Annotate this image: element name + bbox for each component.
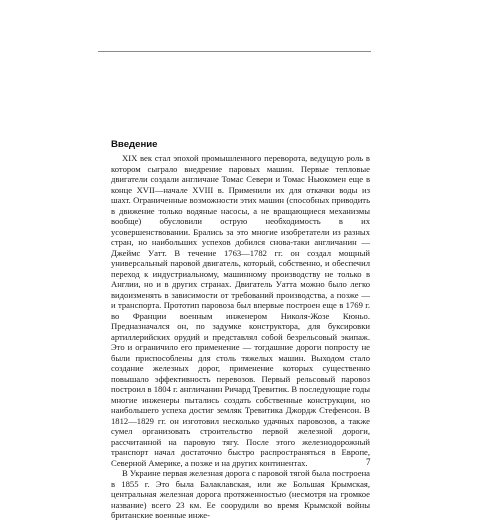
paragraph: XIX век стал эпохой промышленного переворота, ведущую роль в котором сыграло внедрение паровых машин. Первые тепловые двигатели создали англичане Томас Севери и Томас Ньюкомен еще в конце XVII—начале XVIII в. Применили их для откачки воды из шахт. Ограниченные возможности этих машин (способных приводить в движение только водяные насосы, а не вращающиеся механизмы вообще) обусловили острую необходимость в их усовершенствовании. Брались за это многие изобретатели из разных стран, но наибольших успехов добился снова-таки англичанин — Джеймс Уатт. В течение 1763—1782 гг. он создал мощный универсальный паровой двигатель, который, собственно, и обеспечил переход к индустриальному, машинному производству не только в Англии, но и в других странах. Двигатель Уатта можно было легко видоизменять в зависимости от требований производства, а позже — и транспорта. Прототип паровоза был впервые построен еще в 1769 г. во Франции военным инженером Николя-Жозе Кюньо. Предназначался он, по задумке конструктора, для буксировки артиллерийских орудий и представлял собой безрельсовый экипаж. Это и ограничило его применение — тогдашние дороги попросту не были приспособлены для столь тяжелых машин. Выходом стало создание железных дорог, применение которых существенно повышало эффективность перевозов. Первый рельсовый паровоз построил в 1804 г. англичанин Ричард Тревитик. В последующие годы многие инженеры пытались создать собственные конструкции, но наибольшего успеха достиг земляк Тревитика Джордж Стефенсон. В 1812—1829 гг. он изготовил несколько удачных паровозов, а также сумел организовать строительство первой железной дороги, рассчитанной на паровую тягу. После этого железнодорожный транспорт начал достаточно быстро распространяться в Европе, Северной Америке, а позже и на других континентах. — [111, 153, 370, 468]
section-heading: Введение — [111, 139, 158, 150]
page-number: 7 — [366, 457, 371, 467]
header-rule — [98, 51, 371, 52]
paragraph: В Украине первая железная дорога с паровой тягой была построена в 1855 г. Это была Балаклавская, или же Большая Крымская, центральная железная дорога протяженностью (несмотря на громкое название) всего 23 км. Ее соорудили во время Крымской войны британские военные инже- — [111, 468, 370, 520]
body-text — [111, 153, 370, 521]
